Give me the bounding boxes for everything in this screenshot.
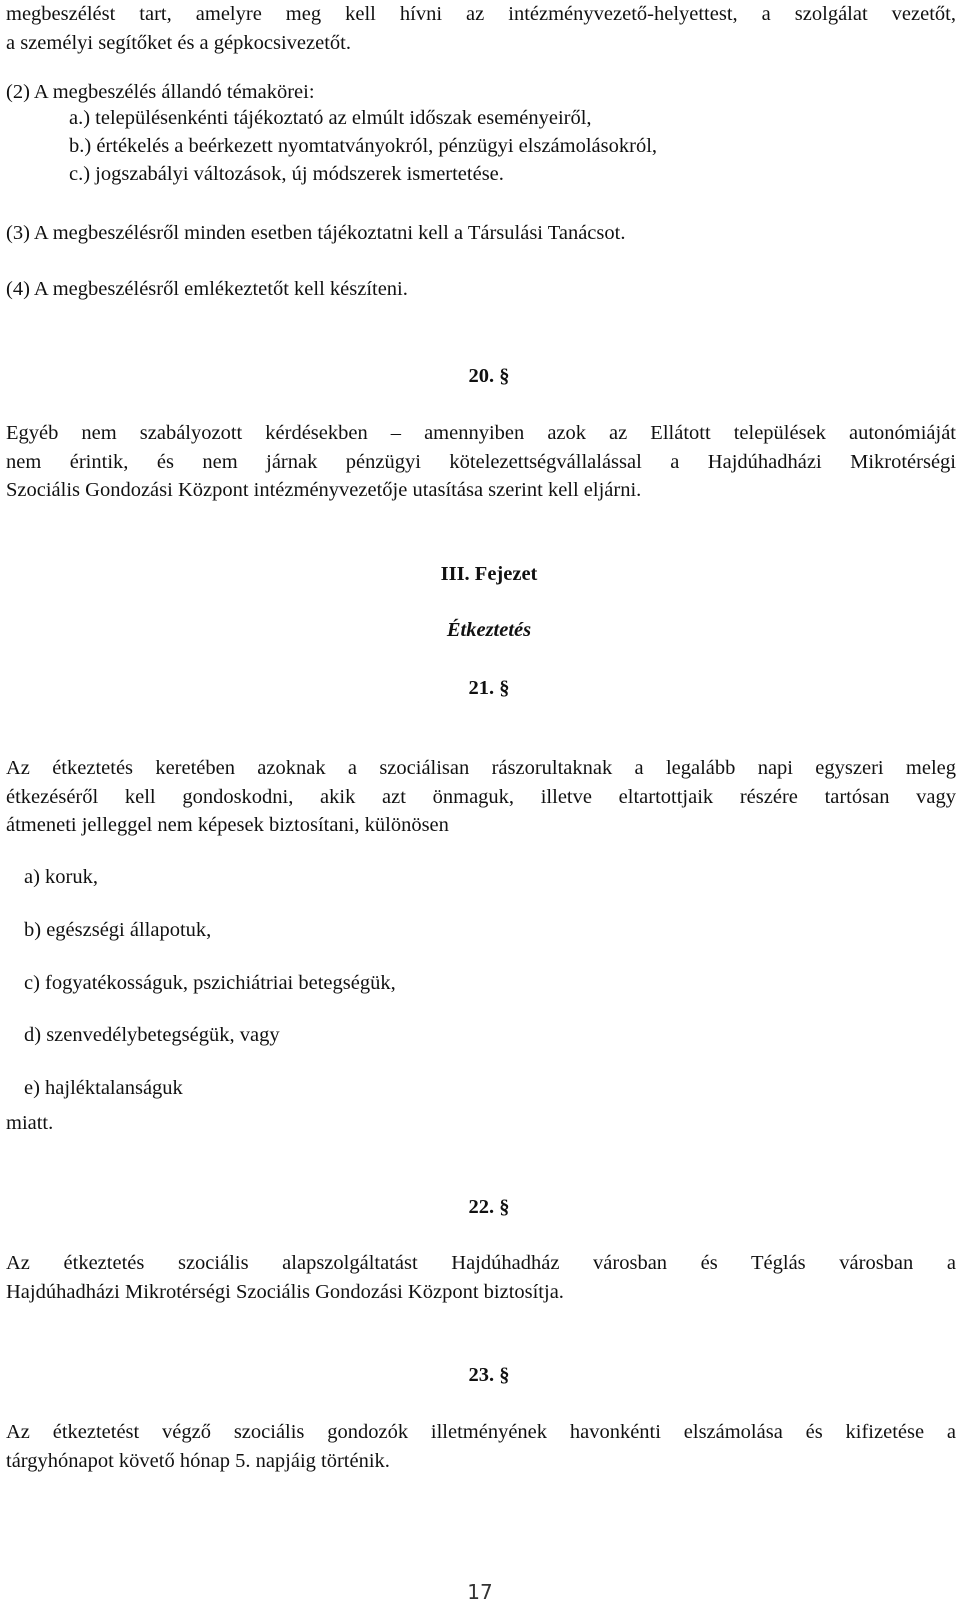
- section-22-number: 22. §: [468, 1196, 510, 1218]
- list-item: d) szenvedélybetegségük, vagy: [24, 1024, 280, 1046]
- section-20-number: 20. §: [468, 365, 510, 387]
- page-number: 17: [467, 1580, 493, 1604]
- intro-line-2: a személyi segítőket és a gépkocsivezetőt.: [6, 31, 351, 54]
- p2-item-b: b.) értékelés a beérkezett nyomtatványokról, pénzügyi elszámolásokról,: [69, 135, 658, 157]
- section-21-line-3: átmeneti jelleggel nem képesek biztosítani, különösen: [6, 814, 449, 836]
- list-item: a) koruk,: [24, 866, 99, 888]
- list-item: b) egészségi állapotuk,: [24, 919, 212, 941]
- section-22-line-1: Az étkeztetés szociális alapszolgáltatást Hajdúhadház városban és Téglás városban a: [6, 1252, 956, 1274]
- section-22-paragraph: [6, 1249, 956, 1306]
- section-21-tail: miatt.: [6, 1112, 54, 1134]
- intro-line-1: megbeszélést tart, amelyre meg kell hívni az intézményvezető-helyettest, a szolgálat vezetőt,: [6, 3, 956, 25]
- p2-item-c: c.) jogszabályi változások, új módszerek ismertetése.: [69, 163, 504, 185]
- p3-paragraph: (3) A megbeszélésről minden esetben tájékoztatni kell a Társulási Tanácsot.: [6, 222, 626, 244]
- section-23-paragraph: [6, 1418, 956, 1475]
- section-20-line-3: Szociális Gondozási Központ intézményvezetője utasítása szerint kell eljárni.: [6, 479, 642, 501]
- section-21-number: 21. §: [468, 677, 510, 699]
- p4-paragraph: (4) A megbeszélésről emlékeztetőt kell készíteni.: [6, 278, 408, 300]
- list-item: e) hajléktalanságuk: [24, 1077, 183, 1099]
- intro-paragraph: [6, 0, 956, 57]
- section-21-paragraph: [6, 754, 956, 840]
- section-22-line-2: Hajdúhadházi Mikrotérségi Szociális Gondozási Központ biztosítja.: [6, 1280, 564, 1303]
- list-item: c) fogyatékosságuk, pszichiátriai betegségük,: [24, 972, 396, 994]
- section-20-line-1: Egyéb nem szabályozott kérdésekben – amennyiben azok az Ellátott települések autonómiáját: [6, 422, 956, 444]
- section-21-line-1: Az étkeztetés keretében azoknak a szociálisan rászorultaknak a legalább napi egyszeri meleg: [6, 757, 956, 779]
- p2-heading: (2) A megbeszélés állandó témakörei:: [6, 81, 315, 103]
- chapter-title: III. Fejezet: [440, 563, 538, 585]
- section-21-line-2: étkezéséről kell gondoskodni, akik azt önmaguk, illetve eltartottjaik részére tartósan vagy: [6, 785, 956, 808]
- section-20-line-2: nem érintik, és nem járnak pénzügyi kötelezettségvállalással a Hajdúhadházi Mikrotérségi: [6, 450, 956, 473]
- chapter-subtitle: Étkeztetés: [446, 619, 532, 641]
- section-20-paragraph: [6, 419, 956, 505]
- section-23-number: 23. §: [468, 1364, 510, 1386]
- section-23-line-2: tárgyhónapot követő hónap 5. napjáig történik.: [6, 1449, 390, 1472]
- section-23-line-1: Az étkeztetést végző szociális gondozók illetményének havonkénti elszámolása és kifizetése a: [6, 1421, 956, 1443]
- p2-item-a: a.) településenkénti tájékoztató az elmúlt időszak eseményeiről,: [69, 107, 592, 129]
